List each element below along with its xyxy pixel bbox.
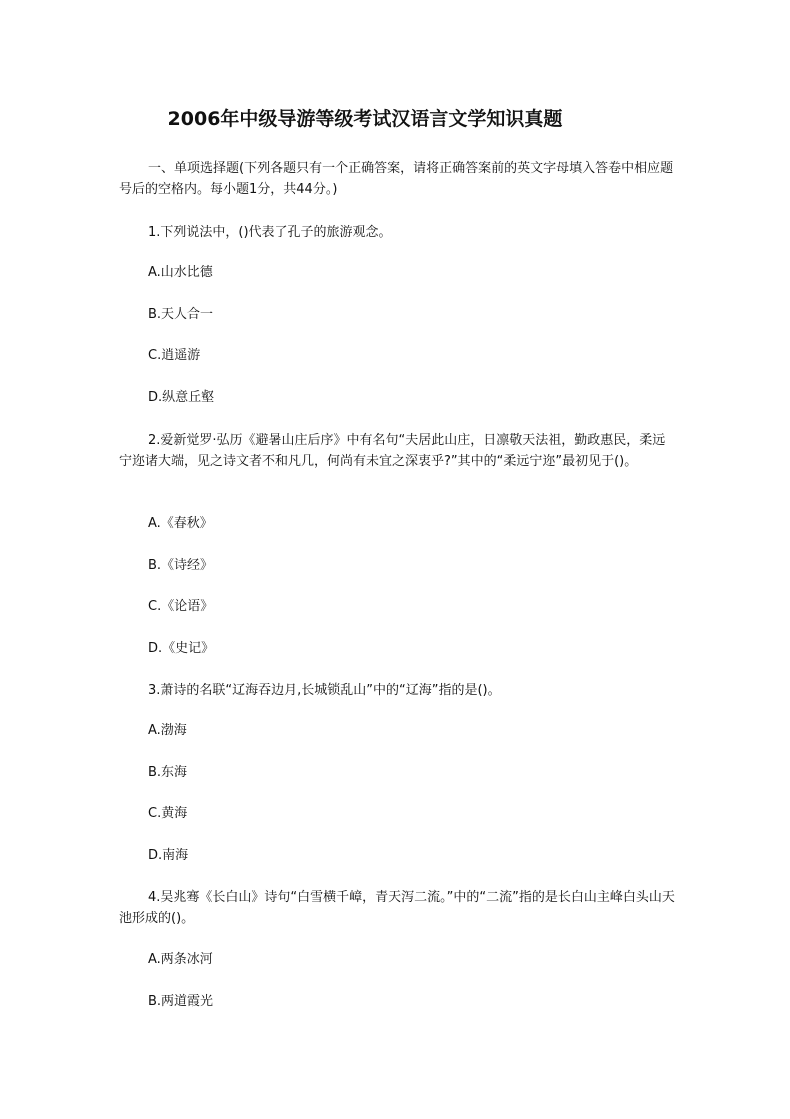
question-3-option-c: C.黄海 (148, 806, 188, 821)
section-instruction: 一、单项选择题(下列各题只有一个正确答案，请将正确答案前的英文字母填入答卷中相应题号后的空格内。每小题1分，共44分。) (119, 161, 674, 197)
question-1-option-c: C.逍遥游 (148, 348, 201, 363)
question-2-option-a: A.《春秋》 (148, 516, 213, 531)
question-1-stem: 1.下列说法中，()代表了孔子的旅游观念。 (148, 225, 392, 240)
question-4-option-a: A.两条冰河 (148, 952, 213, 967)
question-3-option-d: D.南海 (148, 848, 189, 863)
question-1-option-b: B.天人合一 (148, 307, 214, 322)
question-2-option-b: B.《诗经》 (148, 558, 214, 573)
question-2-option-c: C.《论语》 (148, 599, 214, 614)
document-title: 2006年中级导游等级考试汉语言文学知识真题 (167, 108, 563, 130)
question-1-option-a: A.山水比德 (148, 265, 213, 280)
question-4-option-b: B.两道霞光 (148, 994, 214, 1009)
question-3-option-b: B.东海 (148, 765, 188, 780)
question-4-stem: 4.吴兆骞《长白山》诗句“白雪横千嶂，青天泻二流。”中的“二流”指的是长白山主峰白头山天池形成的()。 (119, 890, 675, 926)
question-3-option-a: A.渤海 (148, 723, 187, 738)
question-1-option-d: D.纵意丘壑 (148, 390, 215, 405)
question-3-stem: 3.萧诗的名联“辽海吞边月,长城锁乱山”中的“辽海”指的是()。 (148, 683, 501, 698)
question-2-stem: 2.爱新觉罗·弘历《避暑山庄后序》中有名句“夫居此山庄，日凛敬天法祖，勤政惠民，柔远宁迩诸大端，见之诗文者不和凡几，何尚有未宜之深衷乎?”其中的“柔远宁迩”最初见于()。 (119, 433, 666, 469)
question-2-option-d: D.《史记》 (148, 641, 215, 656)
